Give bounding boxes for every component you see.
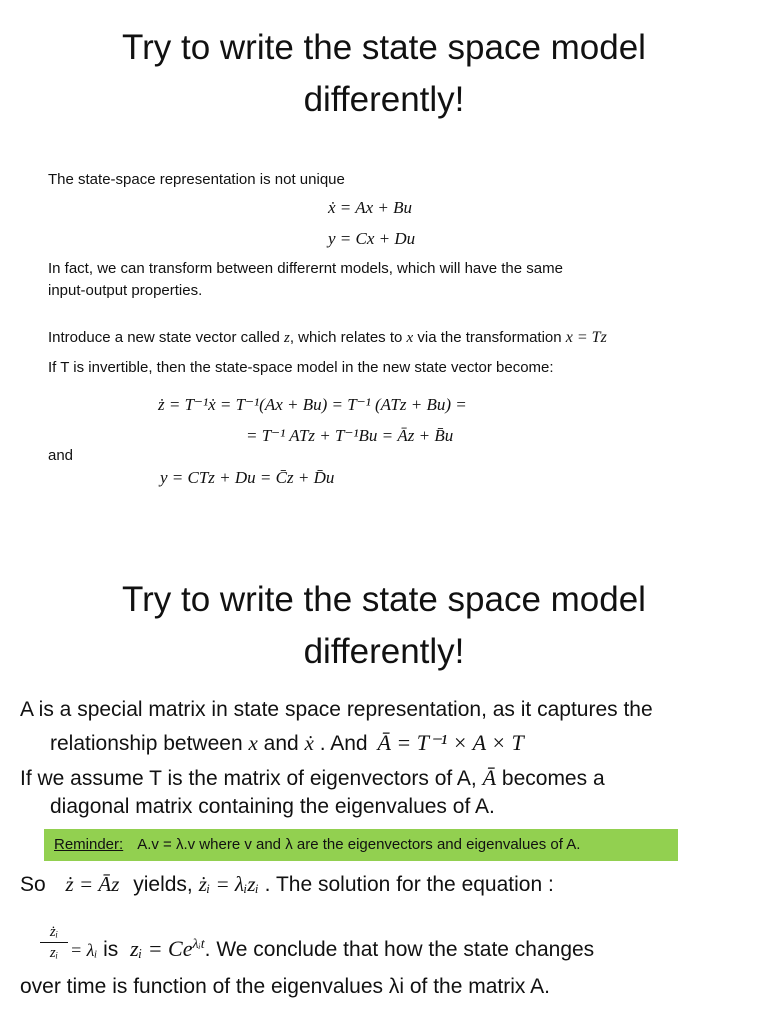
transformed-output-equation: y = CTz + Du = C̄z + D̄u	[160, 468, 335, 487]
and-label: and	[48, 447, 74, 464]
transformed-state-equation: ż = T⁻¹ẋ = T⁻¹(Ax + Bu) = T⁻¹ (ATz + Bu) =	[158, 395, 467, 414]
transformed-state-equation-cont: = T⁻¹ ATz + T⁻¹Bu = Āz + B̄u	[246, 426, 454, 445]
intro-text: The state-space representation is not unique	[48, 171, 345, 188]
reminder-text: A.v = λ.v where v and λ are the eigenvectors and eigenvalues of A.	[137, 836, 581, 853]
slide-2	[0, 512, 768, 1024]
transform-paragraph-line1: In fact, we can transform between differernt models, which will have the same	[48, 260, 563, 277]
relationship-line: relationship between x and ẋ . And Ā = T⁻¹ × A × T	[50, 730, 524, 755]
state-equation: ẋ = Ax + Bu	[328, 198, 412, 217]
new-state-paragraph: Introduce a new state vector called z, which relates to x via the transformation x = Tz	[48, 329, 607, 346]
invertible-paragraph: If T is invertible, then the state-space model in the new state vector become:	[48, 359, 554, 376]
output-equation: y = Cx + Du	[328, 229, 416, 248]
slide-2-title: Try to write the state space model differently!	[122, 580, 646, 671]
transform-paragraph-line2: input-output properties.	[48, 282, 203, 299]
slide-1-title: Try to write the state space model differently!	[122, 28, 646, 119]
reminder-label: Reminder:	[54, 836, 124, 853]
reminder-box	[44, 829, 678, 861]
special-matrix-line: A is a special matrix in state space representation, as it captures the	[20, 698, 653, 721]
derivative-fraction: żᵢ zᵢ	[40, 924, 68, 961]
solution-line: So ż = Āz yields, żᵢ = λᵢzᵢ . The solution for the equation :	[20, 872, 554, 896]
eigenvector-line: If we assume T is the matrix of eigenvectors of A, Ā becomes a	[20, 765, 605, 790]
diagonal-matrix-line: diagonal matrix containing the eigenvalues of A.	[50, 795, 495, 818]
conclusion-line: over time is function of the eigenvalues λi of the matrix A.	[20, 975, 550, 998]
solution-equation-line: = λᵢ is zᵢ = $Ce^{\lambda ᵢt}$. We conclude that how the state changes	[70, 936, 595, 961]
